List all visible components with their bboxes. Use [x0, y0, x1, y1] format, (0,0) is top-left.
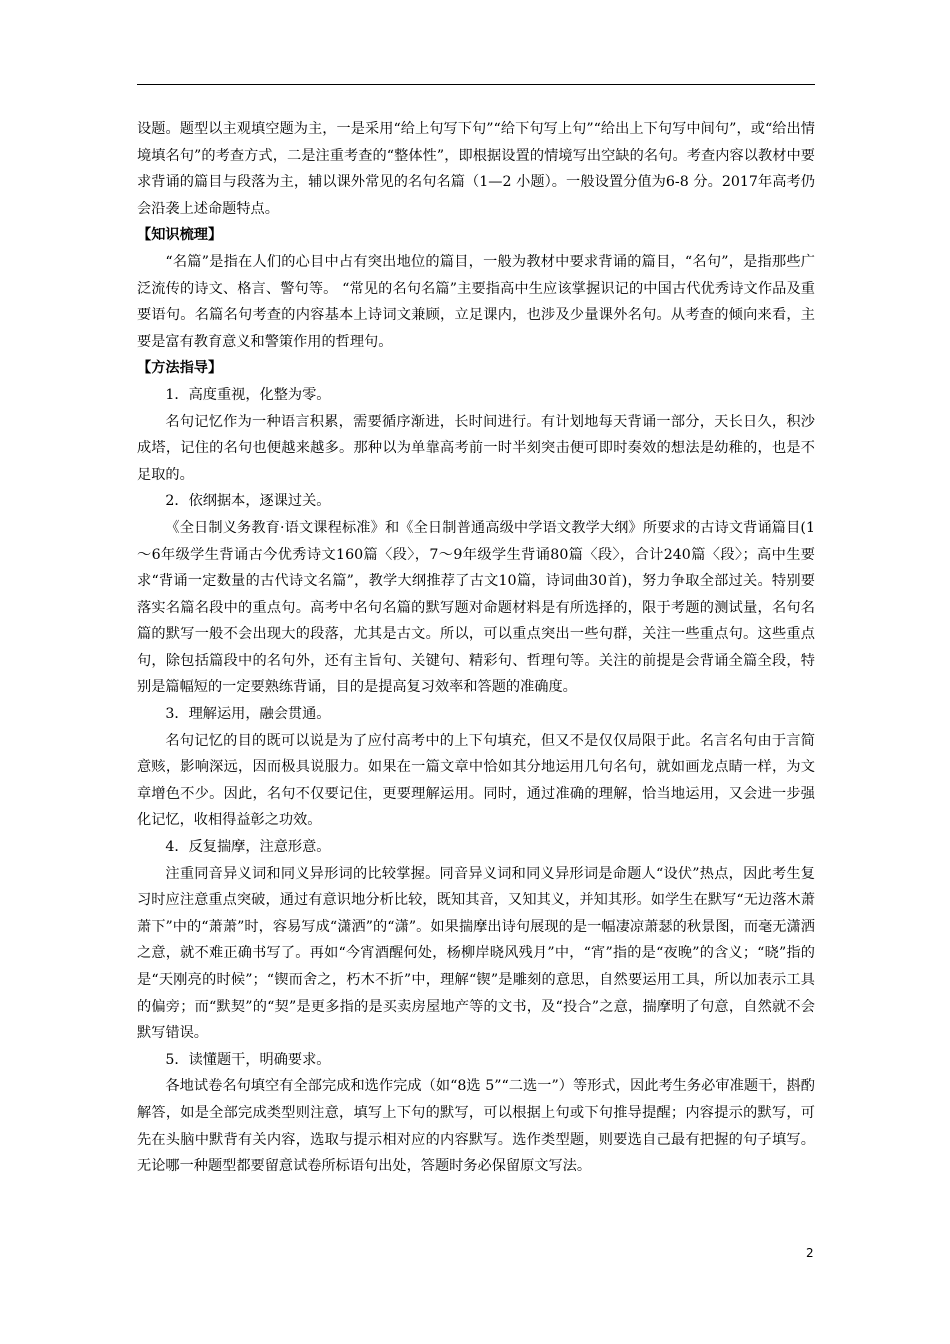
method-point-1-body: 名句记忆作为一种语言积累，需要循序渐进，长时间进行。有计划地每天背诵一部分，天长日久，积沙成塔，记住的名句也便越来越多。那种以为单靠高考前一时半刻突击便可即时奏效的想法是幼稚的，也是不足取的。 [137, 413, 815, 483]
knowledge-paragraph: “名篇”是指在人们的心目中占有突出地位的篇目，一般为教材中要求背诵的篇目，“名句”，是指那些广泛流传的诗文、格言、警句等。 “常见的名句名篇”主要指高中生应该掌握识记的中国古代优秀诗文作品及重要语句。名篇名句考查的内容基本上诗词文兼顾，立足课内，也涉及少量课外名句。从考查的倾向来看，主要是富有教育意义和警策作用的哲理句。 [137, 253, 816, 350]
method-point-3-body: 名句记忆的目的既可以说是为了应付高考中的上下句填充，但又不是仅仅局限于此。名言名句由于言简意赅，影响深远，因而极具说服力。如果在一篇文章中恰如其分地运用几句名句，就如画龙点睛一样，为文章增色不少。因此，名句不仅要记住，更要理解运用。同时，通过准确的理解，恰当地运用，又会进一步强化记忆，收相得益彰之功效。 [137, 732, 815, 829]
section-heading-knowledge: 【知识梳理】 [137, 227, 223, 244]
method-point-4-title: 4．反复揣摩，注意形意。 [165, 839, 331, 856]
section-heading-method: 【方法指导】 [137, 360, 223, 377]
method-point-5-body: 各地试卷名句填空有全部完成和选作完成（如“8选 5”“二选一”）等形式，因此考生务必审准题干，斟酌解答，如是全部完成类型则注意，填写上下句的默写，可以根据上句或下句推导提醒；内容提示的默写，可先在头脑中默背有关内容，选取与提示相对应的内容默写。选作类型题，则要选自己最有把握的句子填写。无论哪一种题型都要留意试卷所标语句出处，答题时务必保留原文写法。 [137, 1078, 815, 1175]
header-rule [137, 84, 815, 85]
document-body [137, 116, 815, 1180]
method-point-3-title: 3．理解运用，融会贯通。 [165, 706, 331, 723]
page-number: 2 [806, 1246, 814, 1260]
method-point-1-title: 1．高度重视，化整为零。 [165, 386, 331, 403]
intro-paragraph: 设题。题型以主观填空题为主，一是采用“给上句写下句”“给下句写上句”“给出上下句写中间句”，或“给出情境填名句”的考查方式，二是注重考查的“整体性”，即根据设置的情境写出空缺的名句。考查内容以教材中要求背诵的篇目与段落为主，辅以课外常见的名句名篇（1—2 小题）。一般设置分值为6-8 分。2017年高考仍会沿袭上述命题特点。 [137, 121, 815, 217]
method-point-2-title: 2．依纲据本，逐课过关。 [165, 493, 331, 510]
method-point-2-body: 《全日制义务教育·语文课程标准》和《全日制普通高级中学语文教学大纲》所要求的古诗文背诵篇目(1～6年级学生背诵古今优秀诗文160篇〈段〉，7～9年级学生背诵80篇〈段〉，合计240篇〈段〉；高中生要求“背诵一定数量的古代诗文名篇”，教学大纲推荐了古文10篇，诗词曲30首)，努力争取全部过关。特别要落实名篇名段中的重点句。高考中名句名篇的默写题对命题材料是有所选择的，限于考题的测试量，名句名篇的默写一般不会出现大的段落，尤其是古文。所以，可以重点突出一些句群，关注一些重点句。这些重点句，除包括篇段中的名句外，还有主旨句、关键句、精彩句、哲理句等。关注的前提是会背诵全篇全段，特别是篇幅短的一定要熟练背诵，目的是提高复习效率和答题的准确度。 [137, 519, 815, 696]
method-point-5-title: 5．读懂题干，明确要求。 [165, 1051, 331, 1068]
method-point-4-body: 注重同音异义词和同义异形词的比较掌握。同音异义词和同义异形词是命题人“设伏”热点，因此考生复习时应注意重点突破，通过有意识地分析比较，既知其音，又知其义，并知其形。如学生在默写“无边落木萧萧下”中的“萧萧”时，容易写成“潇洒”的“潇”。如果揣摩出诗句展现的是一幅凄凉萧瑟的秋景图，而毫无潇洒之意，就不难正确书写了。再如“今宵酒醒何处，杨柳岸晓风残月”中，“宵”指的是“夜晚”的含义；“晓”指的是“天刚亮的时候”；“锲而舍之，朽木不折”中，理解“锲”是雕刻的意思，自然要运用工具，所以加表示工具的偏旁；而“默契”的“契”是更多指的是买卖房屋地产等的文书，及“投合”之意，揣摩明了句意，自然就不会默写错误。 [137, 865, 815, 1042]
